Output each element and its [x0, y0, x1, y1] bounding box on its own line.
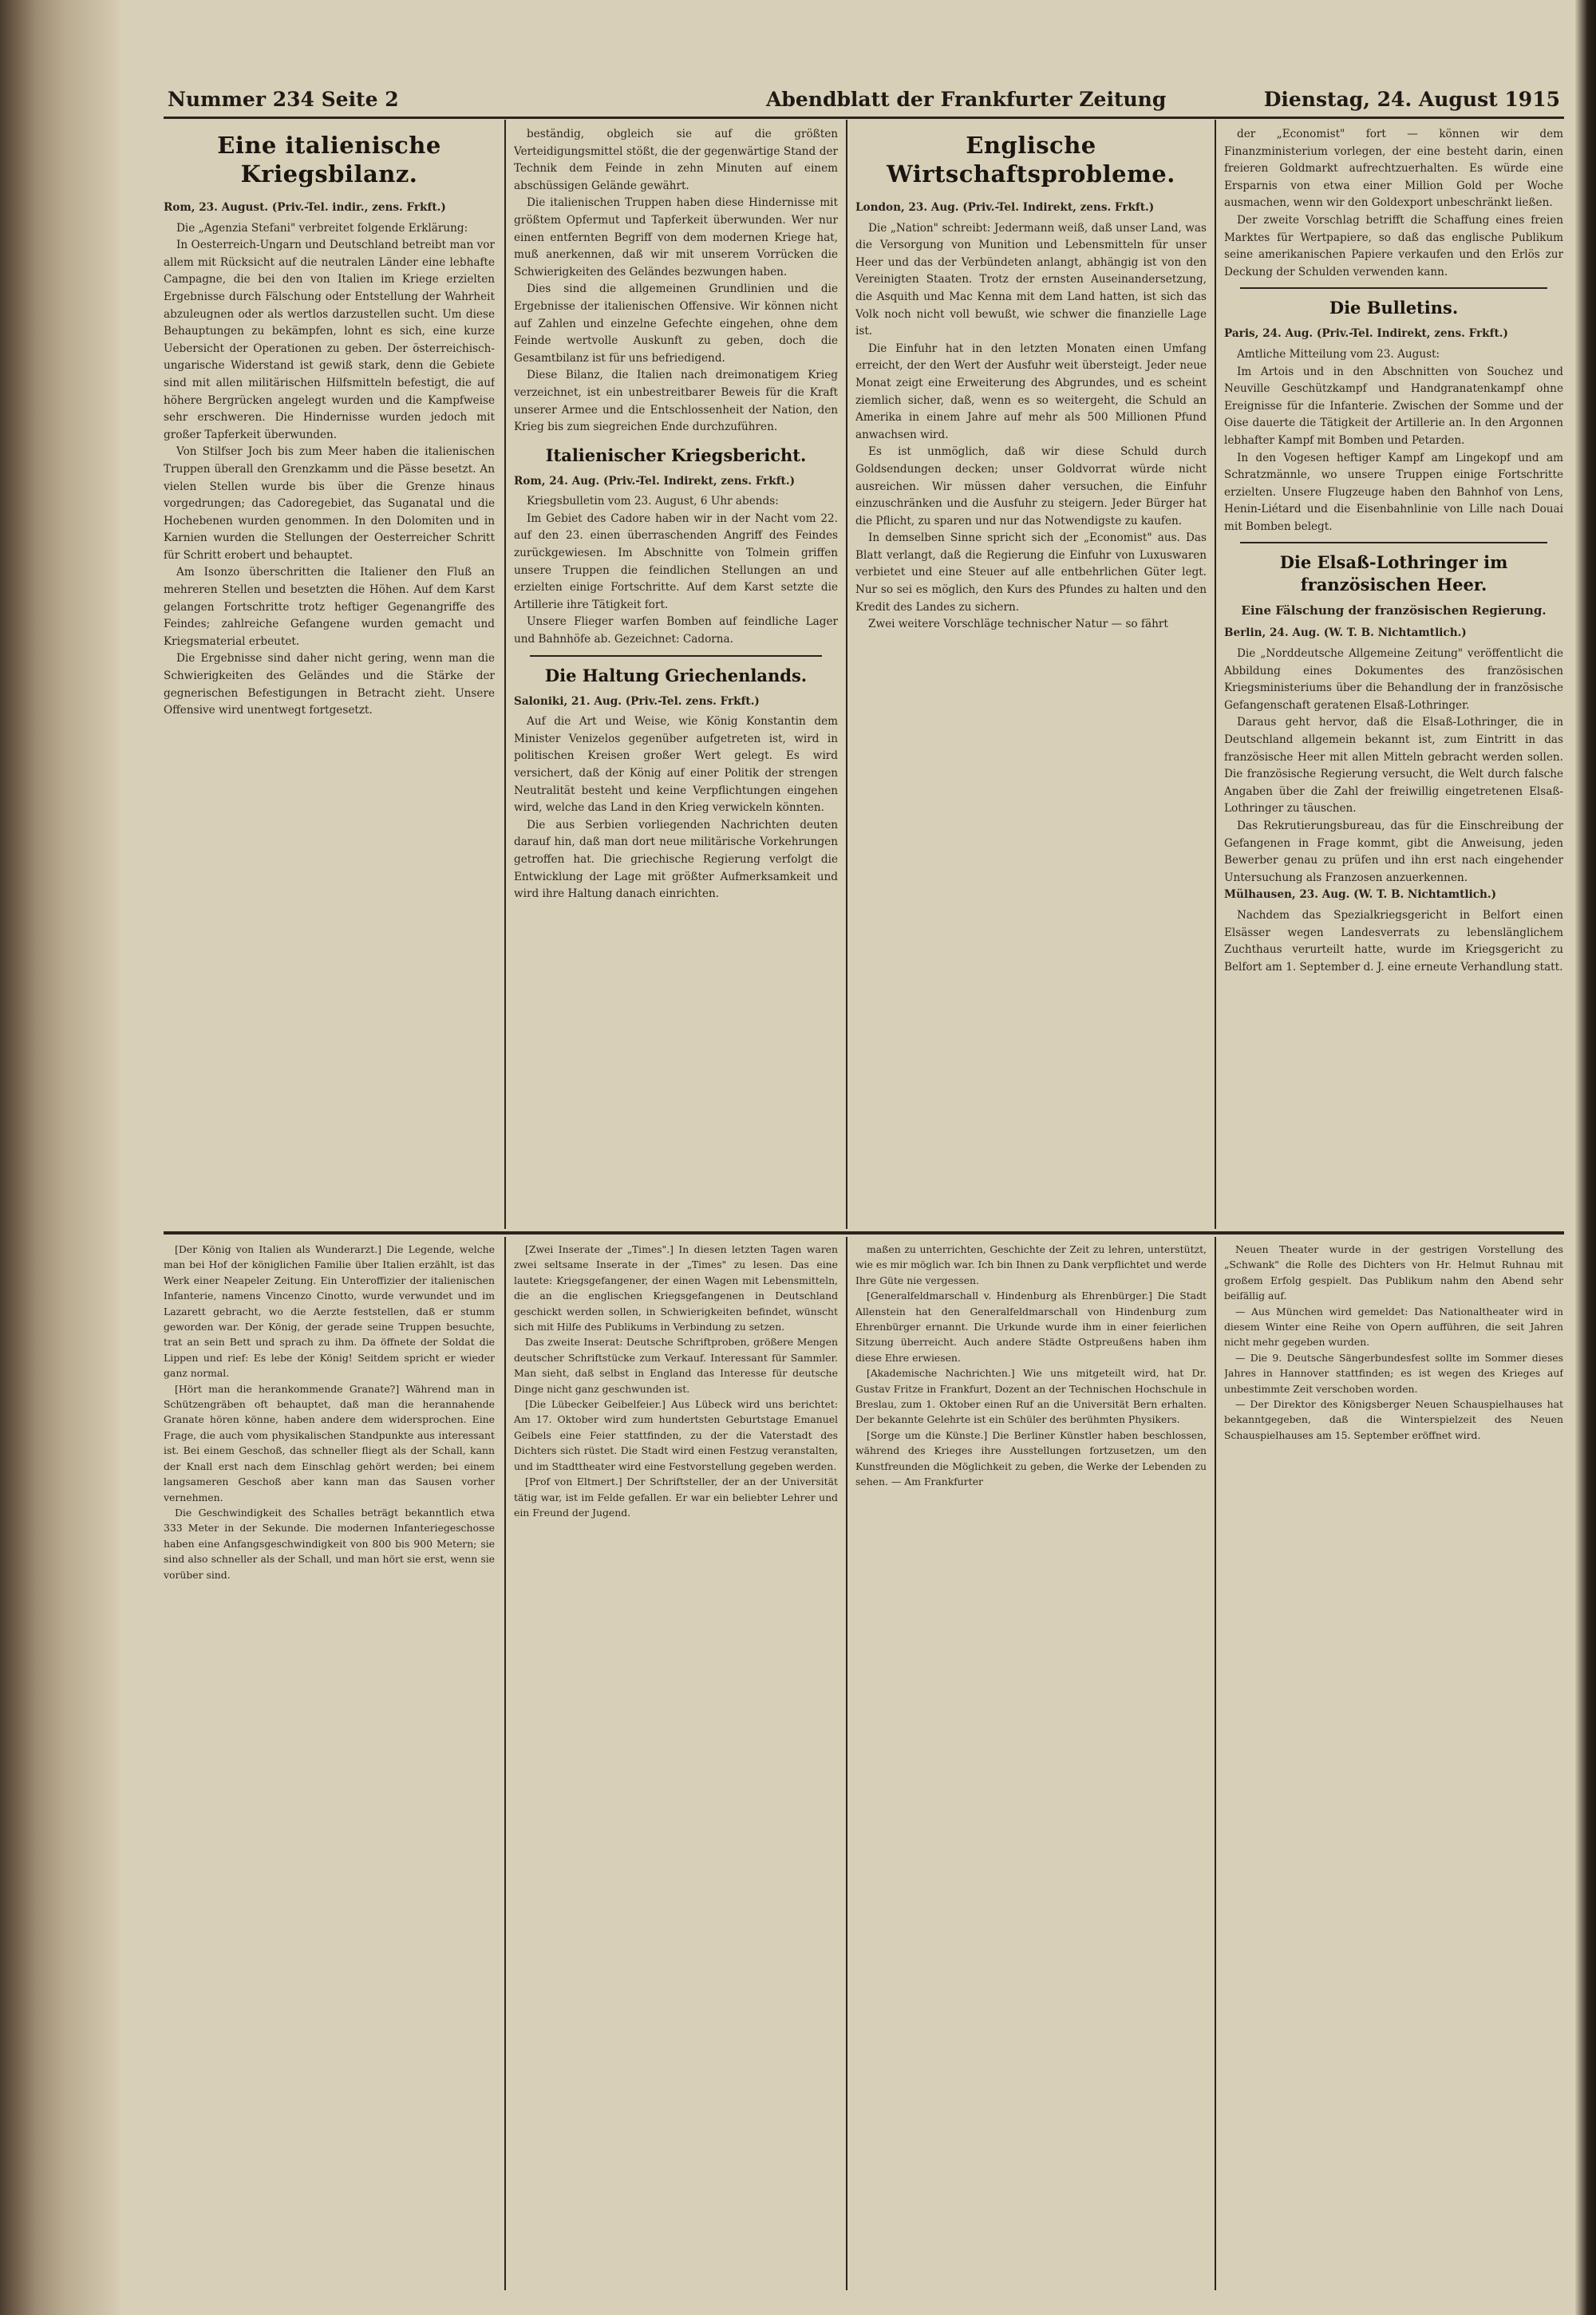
paragraph: Die „Nation" schreibt: Jedermann weiß, daß unser Land, was die Versorgung von Munition und Lebensmitteln für unser Heer und das der Verbündeten anlangt, abhängig ist von den Vereinigten Staaten. Trotz der ernsten Auseinandersetzung, die Asquith und Mac Kenna mit dem Land hatten, ist sich das Volk noch nicht voll bewußt, wie schwer die finanzielle Lage ist.	[855, 221, 1207, 338]
dateline: Berlin, 24. Aug. (W. T. B. Nichtamtlich.)	[1224, 626, 1467, 640]
column-3	[855, 126, 1207, 1226]
paragraph: Im Gebiet des Cadore haben wir in der Nacht vom 22. auf den 23. einen überraschenden Angriff des Feindes zurückgewiesen. Im Abschnitte von Tolmein griffen unsere Truppen die feindlichen Stellungen an und erzielten einige Fortschritte. Auf dem Karst setzte die Artillerie ihre Tätigkeit fort.	[514, 512, 838, 611]
section-divider	[530, 655, 822, 657]
paragraph: In den Vogesen heftiger Kampf am Lingekopf und am Schratzmännle, wo unsere Truppen einige Fortschritte erzielten. Unsere Flugzeuge haben den Bahnhof von Lens, Henin-Liétard und die Eisenbahnlinie von Lille nach Douai mit Bomben belegt.	[1224, 451, 1563, 533]
feuilleton-item: Neuen Theater wurde in der gestrigen Vorstellung des „Schwank" die Rolle des Dichters von Hr. Helmut Ruhnau mit großem Erfolg gespielt. Das Publikum nahm den Abend sehr beifällig auf.	[1224, 1243, 1563, 1302]
column-rule	[504, 120, 506, 1229]
paragraph: Die Ergebnisse sind daher nicht gering, wenn man die Schwierigkeiten des Geländes und die Stärke der gegnerischen Befestigungen in Betracht zieht. Unsere Offensive wird unentwegt fortgesetzt.	[164, 652, 495, 717]
masthead-date: Dienstag, 24. August 1915	[1263, 88, 1560, 111]
headline-greek-attitude: Die Haltung Griechenlands.	[544, 665, 808, 685]
subheadline: Eine Fälschung der französischen Regierung.	[1241, 603, 1547, 618]
column-rule	[1215, 120, 1216, 1229]
feuilleton-column-2	[514, 1242, 838, 2287]
headline-italian-war-balance: Eine italienische Kriegsbilanz.	[217, 132, 441, 188]
feuilleton-item: [Sorge um die Künste.] Die Berliner Künstler haben beschlossen, während des Krieges ihre Ausstellungen fortzusetzen, um den Kunstfreunden die Möglichkeit zu geben, die Werke der Lebenden zu sehen. — Am Frankfurter	[855, 1428, 1207, 1488]
paragraph: Die aus Serbien vorliegenden Nachrichten deuten darauf hin, daß man dort neue militärische Vorkehrungen getroffen hat. Die griechische Regierung verfolgt die Entwicklung der Lage mit größter Aufmerksamkeit und wird ihre Haltung danach einrichten.	[514, 818, 838, 901]
feuilleton-column-3	[855, 1242, 1207, 2287]
paragraph: Der zweite Vorschlag betrifft die Schaffung eines freien Marktes für Wertpapiere, so daß das englische Publikum seine amerikanischen Papiere verkaufen und den Erlös zur Deckung der Schulden verwenden kann.	[1224, 213, 1563, 279]
feuilleton-item: — Die 9. Deutsche Sängerbundesfest sollte im Sommer dieses Jahres in Hannover stattfinden; es ist wegen des Krieges auf unbestimmte Zeit verschoben worden.	[1224, 1351, 1563, 1395]
feuilleton-column-1	[164, 1242, 495, 2287]
feuilleton-item: Die Geschwindigkeit des Schalles beträgt bekanntlich etwa 333 Meter in der Sekunde. Die modernen Infanteriegeschosse haben eine Anfangsgeschwindigkeit von 800 bis 900 Metern; sie sind also schneller als der Schall, und man hört sie erst, wenn sie vorüber sind.	[164, 1506, 495, 1581]
book-binding	[0, 0, 120, 2315]
paragraph: Zwei weitere Vorschläge technischer Natur — so fährt	[868, 618, 1168, 631]
column-rule	[504, 1237, 506, 2290]
feuilleton-item: [Generalfeldmarschall v. Hindenburg als Ehrenbürger.] Die Stadt Allenstein hat den Generalfeldmarschall von Hindenburg zum Ehrenbürger ernannt. Die Urkunde wurde ihm in einer feierlichen Sitzung überreicht. Auch andere Städte Ostpreußens haben ihm diese Ehre erwiesen.	[855, 1290, 1207, 1364]
dateline: Rom, 23. August. (Priv.-Tel. indir., zens. Frkft.)	[164, 201, 446, 214]
paragraph: Im Artois und in den Abschnitten von Souchez und Neuville Geschützkampf und Handgranatenkampf ohne Ereignisse für die Infanterie. Zwischen der Somme und der Oise dauerte die Tätigkeit der Artillerie an. In den Argonnen lebhafter Kampf mit Bomben und Petarden.	[1224, 365, 1563, 447]
paragraph: Unsere Flieger warfen Bomben auf feindliche Lager und Bahnhöfe ab. Gezeichnet: Cadorna.	[514, 615, 838, 646]
feuilleton-column-4	[1224, 1242, 1563, 2287]
feuilleton-item: — Aus München wird gemeldet: Das Nationaltheater wird in diesem Winter eine Reihe von Opern aufführen, die seit Jahren nicht mehr gegeben wurden.	[1224, 1305, 1563, 1349]
feuilleton-item: [Der König von Italien als Wunderarzt.] Die Legende, welche man bei Hof der königlichen Familie über Italien erzählt, ist das Werk einer Neapeler Zeitung. Ein Unteroffizier der italienischen Infanterie, namens Vincenzo Cinotto, wurde verwundet und im Lazarett gebracht, wo die Aerzte feststellen, daß er stumm geworden war. Der König, der gerade seine Truppen besuchte, trat an sein Bett und sprach zu ihm. Da öffnete der Soldat die Lippen und rief: Es lebe der König! Seitdem spricht er wieder ganz normal.	[164, 1243, 495, 1380]
feuilleton-item: — Der Direktor des Königsberger Neuen Schauspielhauses hat bekanntgegeben, daß die Winterspielzeit des Neuen Schauspielhauses am 15. September eröffnet wird.	[1224, 1398, 1563, 1441]
page-edge-shadow	[1575, 0, 1596, 2315]
paragraph: Daraus geht hervor, daß die Elsaß-Lothringer, die in Deutschland allgemein bekannt ist, zum Eintritt in das französische Heer mit allen Mitteln gebracht werden sollen. Die französische Regierung versucht, die Welt durch falsche Angaben über die Zahl der freiwillig eingetretenen Elsaß-Lothringer zu täuschen.	[1224, 716, 1563, 816]
masthead-paper-title: Abendblatt der Frankfurter Zeitung	[766, 88, 1167, 111]
paragraph: Am Isonzo überschritten die Italiener den Fluß an mehreren Stellen und besetzten die Höhen. Auf dem Karst gelangen Fortschritte trotz heftiger Gegenangriffe des Feindes; zahlreiche Gefangene wurden gemacht und Kriegsmaterial erbeutet.	[164, 566, 495, 648]
feuilleton-item: [Akademische Nachrichten.] Wie uns mitgeteilt wird, hat Dr. Gustav Fritze in Frankfurt, Dozent an der Technischen Hochschule in Breslau, zum 1. Oktober einen Ruf an die Universität Bern erhalten. Der bekannte Gelehrte ist ein Schüler des berühmten Physikers.	[855, 1367, 1207, 1426]
column-rule	[846, 120, 847, 1229]
feuilleton-rule	[164, 1231, 1564, 1235]
masthead-rule	[164, 117, 1564, 119]
masthead-issue: Nummer 234 Seite 2	[168, 88, 399, 111]
paragraph: der „Economist" fort — können wir dem Finanzministerium vorlegen, der eine besteht darin, einen freieren Goldmarkt aufrechtzuerhalten. Es würde eine Ersparnis von etwa einer Million Gold per Woche ausmachen, wenn wir den Goldexport unbeschränkt ließen.	[1224, 128, 1563, 210]
dateline: Saloniki, 21. Aug. (Priv.-Tel. zens. Frkft.)	[514, 694, 760, 708]
headline-italian-war-report: Italienischer Kriegsbericht.	[545, 444, 807, 465]
paragraph: Die „Agenzia Stefani" verbreitet folgende Erklärung:	[176, 221, 468, 235]
feuilleton-item: [Die Lübecker Geibelfeier.] Aus Lübeck wird uns berichtet: Am 17. Oktober wird zum hundertsten Geburtstage Emanuel Geibels eine Feier stattfinden, zu der die Vaterstadt des Dichters sich rüstet. Die Stadt wird einen Festzug veranstalten, und im Stadttheater wird eine Festvorstellung gegeben werden.	[514, 1398, 838, 1472]
column-4	[1224, 126, 1563, 1226]
paragraph: Amtliche Mitteilung vom 23. August:	[1237, 347, 1440, 361]
paragraph: Kriegsbulletin vom 23. August, 6 Uhr abends:	[527, 495, 779, 508]
feuilleton-item: [Prof von Eltmert.] Der Schriftsteller, der an der Universität tätig war, ist im Felde gefallen. Er war ein beliebter Lehrer und ein Freund der Jugend.	[514, 1476, 838, 1519]
masthead	[168, 88, 1560, 113]
headline-english-economic-problems: Englische Wirtschaftsprobleme.	[887, 132, 1175, 188]
paragraph: beständig, obgleich sie auf die größten Verteidigungsmittel stößt, die der gegenwärtige Stand der Technik dem Feinde in zehn Minuten auf einem abschüssigen Gelände gewährt.	[514, 128, 838, 192]
paragraph: In Oesterreich-Ungarn und Deutschland betreibt man vor allem mit Rücksicht auf die neutralen Länder eine lebhafte Campagne, die bei den von Italien im Kriege erzielten Ergebnisse durch Fälschung oder Entstellung der Wahrheit abzuleugnen oder als wertlos darzustellen sucht. Um diese Behauptungen zu bekämpfen, lohnt es sich, eine kurze Uebersicht der Operationen zu geben. Der österreichisch-ungarische Widerstand ist gewiß stark, denn die Gebiete sind mit allen militärischen Hilfsmitteln befestigt, die auf höhere Bergrücken angelegt wurden und die Kampfweise sehr erschweren. Die Hindernisse wurden jedoch mit großer Tapferkeit überwunden.	[164, 239, 495, 441]
paragraph: Nachdem das Spezialkriegsgericht in Belfort einen Elsässer wegen Landesverrats zu lebenslänglichem Zuchthaus verurteilt hatte, wurde im Kriegsgericht zu Belfort am 1. September d. J. eine erneute Verhandlung statt.	[1224, 908, 1563, 974]
feuilleton-item: maßen zu unterrichten, Geschichte der Zeit zu lehren, unterstützt, wie es mir möglich war. Ich bin Ihnen zu Dank verpflichtet und werde Ihre Güte nie vergessen.	[855, 1243, 1207, 1286]
feuilleton-item: [Hört man die herankommende Granate?] Während man in Schützengräben oft behauptet, daß man die herannahende Granate hören könne, haben andere dem widersprochen. Eine Frage, die auch vom physikalischen Standpunkte aus interessant ist. Bei einem Geschoß, das schneller fliegt als der Schall, kann der Knall erst nach dem Einschlag gehört werden; bei einem langsameren Geschoß aber kann man das Sausen vorher vernehmen.	[164, 1382, 495, 1503]
paragraph: Diese Bilanz, die Italien nach dreimonatigem Krieg verzeichnet, ist ein unbestreitbarer Beweis für die Kraft unserer Armee und die Entschlossenheit der Nation, den Krieg bis zum siegreichen Ende durchzuführen.	[514, 369, 838, 434]
paragraph: Dies sind die allgemeinen Grundlinien und die Ergebnisse der italienischen Offensive. Wir können nicht auf Zahlen und einzelne Gefechte eingehen, ohne dem Feinde wertvolle Auskunft zu geben, doch die Gesamtbilanz ist für uns befriedigend.	[514, 282, 838, 365]
paragraph: Die italienischen Truppen haben diese Hindernisse mit größtem Opfermut und Tapferkeit überwunden. Wer nur einen entfernten Begriff von dem modernen Kriege hat, muß anerkennen, daß wir mit unserem Vorrücken die Schwierigkeiten des Geländes bezwungen haben.	[514, 196, 838, 279]
dateline: Rom, 24. Aug. (Priv.-Tel. Indirekt, zens. Frkft.)	[514, 474, 796, 488]
column-rule	[846, 1237, 847, 2290]
section-divider	[1240, 287, 1547, 289]
column-2	[514, 126, 838, 1226]
headline-alsace-lorraine: Die Elsaß-Lothringer im französischen Heer.	[1279, 552, 1508, 595]
paragraph: Auf die Art und Weise, wie König Konstantin dem Minister Venizelos gegenüber aufgetreten ist, wird in politischen Kreisen großer Wert gelegt. Es wird versichert, daß der König auf einer Politik der strengen Neutralität besteht und keine Verpflichtungen eingehen wird, welche das Land in den Krieg verwickeln könnten.	[514, 715, 838, 815]
headline-bulletins: Die Bulletins.	[1329, 298, 1459, 318]
dateline: Mülhausen, 23. Aug. (W. T. B. Nichtamtlich.)	[1224, 888, 1497, 902]
paragraph: Das Rekrutierungsbureau, das für die Einschreibung der Gefangenen in Frage kommt, gibt die Anweisung, jeden Bewerber genau zu prüfen und ihn erst nach eingehender Untersuchung als Franzosen anzuerkennen.	[1224, 820, 1563, 884]
column-rule	[1215, 1237, 1216, 2290]
paragraph: In demselben Sinne spricht sich der „Economist" aus. Das Blatt verlangt, daß die Regierung die Einfuhr von Luxuswaren verbietet und eine Steuer auf alle entbehrlichen Güter legt. Nur so sei es möglich, den Kurs des Pfundes zu halten und den Kredit des Landes zu sichern.	[855, 531, 1207, 614]
feuilleton-item: Das zweite Inserat: Deutsche Schriftproben, größere Mengen deutscher Schriftstücke zum Verkauf. Interessant für Sammler. Man sieht, daß selbst in England das Interesse für deutsche Dinge nicht ganz geschwunden ist.	[514, 1336, 838, 1395]
paragraph: Es ist unmöglich, daß wir diese Schuld durch Goldsendungen decken; unser Goldvorrat würde nicht ausreichen. Wir müssen daher versuchen, die Einfuhr einzuschränken und die Ausfuhr zu steigern. Jeder Bürger hat die Pflicht, zu sparen und nur das Notwendigste zu kaufen.	[855, 445, 1207, 527]
dateline: London, 23. Aug. (Priv.-Tel. Indirekt, zens. Frkft.)	[855, 201, 1155, 214]
paragraph: Von Stilfser Joch bis zum Meer haben die italienischen Truppen überall den Grenzkamm und die Pässe besetzt. An vielen Stellen wurde bis über die Grenze hinaus vorgedrungen; das Cadoregebiet, das Suganatal und die Hochebenen wurden genommen. In den Dolomiten und in Karnien wurden die Stellungen der Oesterreicher Schritt für Schritt erobert und behauptet.	[164, 445, 495, 562]
feuilleton-item: [Zwei Inserate der „Times".] In diesen letzten Tagen waren zwei seltsame Inserate in der „Times" zu lesen. Das eine lautete: Kriegsgefangener, der einen Wagen mit Lebensmitteln, die an die englischen Kriegsgefangenen in Deutschland geschickt werden sollen, in Schwierigkeiten befindet, wünscht sich mit Hilfe des Publikums in Verbindung zu setzen.	[514, 1243, 838, 1333]
section-divider	[1240, 542, 1547, 543]
dateline: Paris, 24. Aug. (Priv.-Tel. Indirekt, zens. Frkft.)	[1224, 327, 1508, 341]
paragraph: Die Einfuhr hat in den letzten Monaten einen Umfang erreicht, der den Wert der Ausfuhr weit übersteigt. Jeder neue Monat zeigt eine Erweiterung des Abgrundes, und es scheint ziemlich sicher, daß, wenn es so weitergeht, die Schuld an Amerika in einem Jahre auf mehr als 500 Millionen Pfund anwachsen wird.	[855, 342, 1207, 441]
paragraph: Die „Norddeutsche Allgemeine Zeitung" veröffentlicht die Abbildung eines Dokumentes des französischen Kriegsministeriums über die Behandlung der in französische Gefangenschaft geratenen Elsaß-Lothringer.	[1224, 647, 1563, 712]
column-1	[164, 126, 495, 1226]
